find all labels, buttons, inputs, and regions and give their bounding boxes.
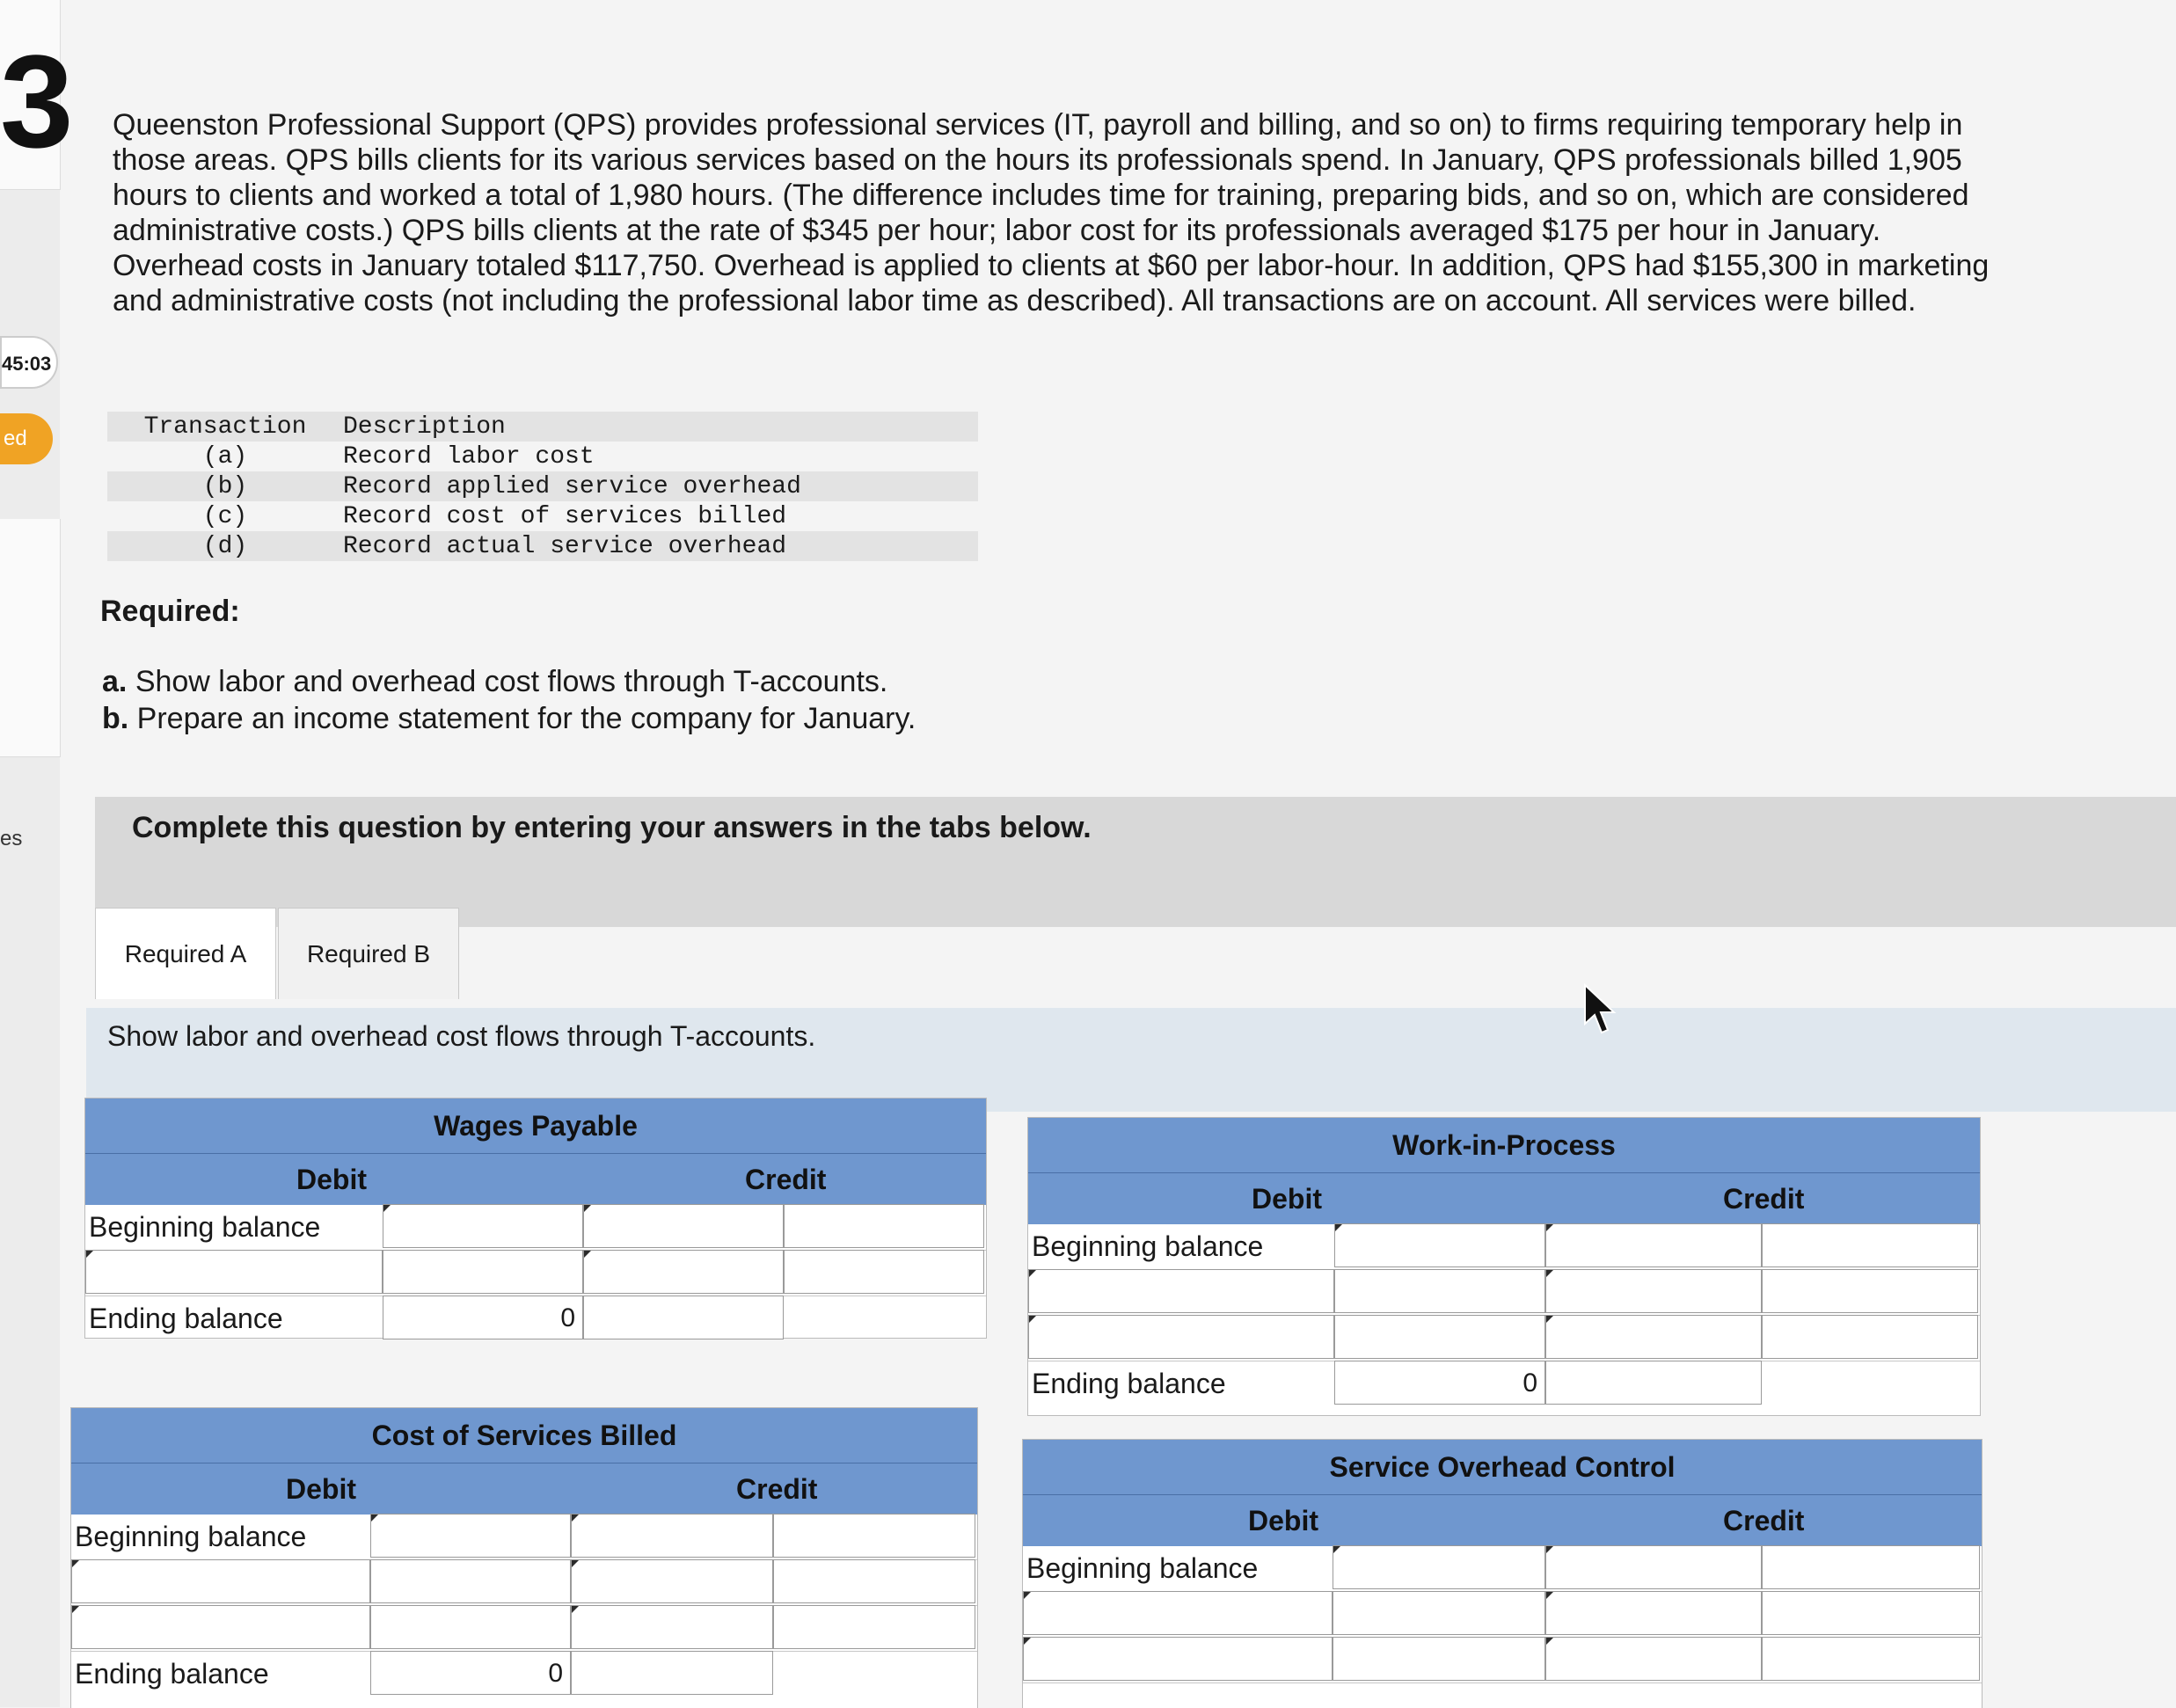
debit-header: Debit bbox=[1248, 1505, 1318, 1536]
entry-row bbox=[1023, 1591, 1982, 1638]
ending-balance-label: Ending balance bbox=[89, 1303, 283, 1334]
credit-input[interactable] bbox=[1545, 1361, 1762, 1405]
debit-input[interactable] bbox=[1333, 1591, 1545, 1635]
required-a-letter: a. bbox=[102, 665, 128, 698]
credit-account-input[interactable] bbox=[583, 1250, 784, 1294]
credit-input[interactable] bbox=[1762, 1269, 1978, 1313]
table-row bbox=[107, 442, 978, 471]
transaction-id: (d) bbox=[107, 531, 343, 561]
debit-account-input[interactable] bbox=[1028, 1269, 1334, 1313]
required-b-letter: b. bbox=[102, 702, 129, 735]
credit-account-input[interactable] bbox=[1545, 1223, 1762, 1267]
problem-intro: Queenston Professional Support (QPS) provides professional services (IT, payroll and billing, and so on) to firms requiring temporary help in those areas. QPS bills clients for its various services based on the hours its professionals spend. In January, QPS professionals billed 1,905 hours to clients and worked a total of 1,980 hours. (The difference includes time for training, preparing bids, and so on, which are considered administrative costs.) QPS bills clients at the rate of $345 per hour; labor cost for its professionals averaged $175 per hour in January. Overhead costs in January totaled $117,750. Overhead is applied to clients at $60 per labor-hour. In addition, QPS had $155,300 in marketing and administrative costs (not including the professional labor time as described). All transactions are on account. All services were billed. bbox=[113, 108, 1990, 318]
taccount-work-in-process bbox=[1027, 1117, 1981, 1416]
taccount-title: Wages Payable bbox=[85, 1099, 986, 1153]
credit-account-input[interactable] bbox=[1545, 1637, 1762, 1681]
debit-input[interactable] bbox=[370, 1605, 571, 1649]
taccount-header bbox=[1023, 1494, 1982, 1546]
instruction-text: Show labor and overhead cost flows through T-accounts. bbox=[107, 1020, 816, 1052]
ending-balance-value: 0 bbox=[1334, 1361, 1545, 1405]
credit-account-input[interactable] bbox=[1545, 1591, 1762, 1635]
tab-required-b[interactable]: Required B bbox=[278, 908, 459, 999]
rail-label: es bbox=[0, 827, 23, 850]
credit-input[interactable] bbox=[773, 1559, 975, 1603]
beginning-balance-label: Beginning balance bbox=[1032, 1230, 1264, 1262]
debit-input[interactable] bbox=[383, 1250, 583, 1294]
credit-account-input[interactable] bbox=[583, 1204, 784, 1248]
taccount-wages-payable bbox=[84, 1098, 987, 1339]
entry-row bbox=[71, 1559, 977, 1606]
credit-input[interactable] bbox=[773, 1514, 975, 1558]
required-heading: Required: bbox=[100, 595, 240, 628]
timer-badge: 45:03 bbox=[0, 336, 58, 389]
credit-header: Credit bbox=[745, 1164, 827, 1195]
taccount-header bbox=[71, 1463, 977, 1515]
required-a-text: Show labor and overhead cost flows through T-accounts. bbox=[135, 665, 888, 698]
debit-input[interactable] bbox=[1334, 1223, 1545, 1267]
table-header-row bbox=[107, 412, 978, 442]
left-rail bbox=[0, 0, 60, 1707]
debit-header: Debit bbox=[296, 1164, 367, 1195]
debit-account-input[interactable] bbox=[1023, 1591, 1333, 1635]
column-header-transaction: Transaction bbox=[107, 412, 343, 442]
entry-row bbox=[85, 1250, 986, 1296]
beginning-balance-row bbox=[1023, 1545, 1982, 1592]
credit-header: Credit bbox=[1723, 1183, 1805, 1215]
credit-header: Credit bbox=[1723, 1505, 1805, 1536]
entry-row bbox=[1028, 1269, 1980, 1316]
credit-account-input[interactable] bbox=[571, 1559, 773, 1603]
debit-input[interactable] bbox=[370, 1514, 571, 1558]
credit-input[interactable] bbox=[1762, 1223, 1978, 1267]
required-a bbox=[102, 665, 887, 699]
transactions-table bbox=[107, 412, 978, 561]
credit-input[interactable] bbox=[571, 1651, 773, 1695]
transaction-id: (c) bbox=[202, 502, 248, 530]
beginning-balance-label: Beginning balance bbox=[89, 1211, 321, 1243]
credit-account-input[interactable] bbox=[1545, 1315, 1762, 1359]
debit-input[interactable] bbox=[1333, 1545, 1545, 1589]
ending-balance-value: 0 bbox=[370, 1651, 571, 1695]
table-row bbox=[107, 531, 978, 561]
credit-input[interactable] bbox=[1762, 1315, 1978, 1359]
credit-account-input[interactable] bbox=[1545, 1545, 1762, 1589]
beginning-balance-row bbox=[85, 1204, 986, 1251]
entry-row bbox=[1023, 1637, 1982, 1683]
credit-input[interactable] bbox=[1762, 1591, 1980, 1635]
credit-input[interactable] bbox=[1762, 1637, 1980, 1681]
beginning-balance-label: Beginning balance bbox=[75, 1521, 307, 1552]
entry-row bbox=[1028, 1315, 1980, 1361]
transaction-id: (a) bbox=[202, 442, 248, 471]
transaction-desc: Record actual service overhead bbox=[343, 531, 978, 561]
taccount-title: Service Overhead Control bbox=[1023, 1440, 1982, 1494]
ending-balance-row bbox=[71, 1651, 977, 1697]
transaction-desc: Record cost of services billed bbox=[343, 502, 787, 530]
beginning-balance-row bbox=[71, 1514, 977, 1560]
required-b bbox=[102, 702, 916, 736]
required-b-text: Prepare an income statement for the company for January. bbox=[136, 702, 916, 735]
taccount-title: Work-in-Process bbox=[1028, 1118, 1980, 1172]
debit-account-input[interactable] bbox=[71, 1605, 370, 1649]
ending-balance-value: 0 bbox=[383, 1296, 583, 1339]
debit-input[interactable] bbox=[1333, 1637, 1545, 1681]
credit-input[interactable] bbox=[1762, 1545, 1980, 1589]
debit-account-input[interactable] bbox=[1028, 1315, 1334, 1359]
taccount-title: Cost of Services Billed bbox=[71, 1408, 977, 1463]
table-row bbox=[107, 501, 978, 531]
debit-input[interactable] bbox=[1334, 1315, 1545, 1359]
ending-balance-label: Ending balance bbox=[75, 1658, 269, 1690]
debit-account-input[interactable] bbox=[71, 1559, 370, 1603]
rail-block-2[interactable] bbox=[0, 519, 61, 757]
credit-input[interactable] bbox=[784, 1204, 984, 1248]
debit-header: Debit bbox=[286, 1473, 356, 1505]
question-number: 3 bbox=[0, 27, 74, 175]
ending-balance-label: Ending balance bbox=[1032, 1368, 1226, 1399]
credit-account-input[interactable] bbox=[571, 1605, 773, 1649]
taccount-cost-of-services-billed bbox=[70, 1407, 978, 1708]
debit-account-input[interactable] bbox=[1023, 1637, 1333, 1681]
taccount-service-overhead-control bbox=[1022, 1439, 1982, 1708]
debit-account-input[interactable] bbox=[85, 1250, 383, 1294]
beginning-balance-row bbox=[1028, 1223, 1980, 1270]
entry-row bbox=[71, 1605, 977, 1652]
credit-input[interactable] bbox=[773, 1605, 975, 1649]
ending-balance-row bbox=[1028, 1361, 1980, 1406]
tab-required-a[interactable]: Required A bbox=[95, 908, 276, 999]
banner-text: Complete this question by entering your answers in the tabs below. bbox=[132, 811, 1092, 844]
taccount-header bbox=[1028, 1172, 1980, 1224]
credit-input[interactable] bbox=[784, 1250, 984, 1294]
credit-header: Credit bbox=[736, 1473, 818, 1505]
transaction-id: (b) bbox=[107, 471, 343, 501]
debit-input[interactable] bbox=[383, 1204, 583, 1248]
credit-account-input[interactable] bbox=[1545, 1269, 1762, 1313]
debit-input[interactable] bbox=[370, 1559, 571, 1603]
debit-header: Debit bbox=[1252, 1183, 1322, 1215]
transaction-desc: Record labor cost bbox=[343, 442, 595, 471]
column-header-description: Description bbox=[343, 412, 978, 442]
status-badge[interactable]: ed bbox=[0, 413, 53, 464]
table-row bbox=[107, 471, 978, 501]
debit-input[interactable] bbox=[1334, 1269, 1545, 1313]
transaction-desc: Record applied service overhead bbox=[343, 471, 978, 501]
credit-account-input[interactable] bbox=[571, 1514, 773, 1558]
taccount-header bbox=[85, 1153, 986, 1205]
ending-balance-row bbox=[85, 1296, 986, 1341]
credit-input[interactable] bbox=[583, 1296, 784, 1339]
mouse-cursor-icon bbox=[1583, 983, 1618, 1036]
beginning-balance-label: Beginning balance bbox=[1026, 1552, 1259, 1584]
